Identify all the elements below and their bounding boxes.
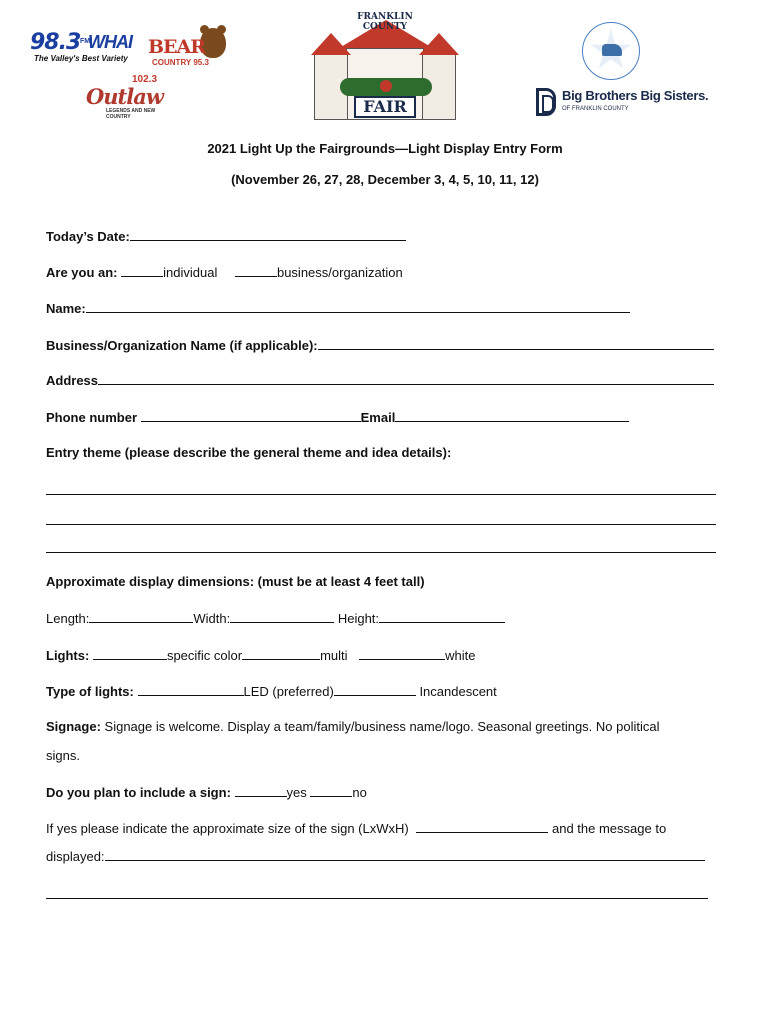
address-label: Address: [46, 373, 99, 388]
dimensions-label: Approximate display dimensions: (must be at least 4 feet tall): [46, 574, 425, 589]
email-field[interactable]: [395, 409, 629, 422]
sign-size-label: If yes please indicate the approximate size of the sign (LxWxH): [46, 821, 409, 836]
entry-theme-row: [46, 445, 451, 461]
signage-label: Signage:: [46, 719, 101, 734]
led-blank[interactable]: [138, 683, 244, 696]
form-title: 2021 Light Up the Fairgrounds—Light Display Entry Form: [207, 141, 563, 156]
length-width-height-row: [46, 610, 505, 627]
business-name-label: Business/Organization Name (if applicable):: [46, 338, 318, 353]
bbbs-subtitle: OF FRANKLIN COUNTY: [562, 106, 629, 112]
sign-message-label: and the message to: [551, 821, 667, 836]
sheriff-badge-logo: [582, 22, 640, 80]
are-you-row: [46, 264, 403, 281]
white-label: white: [445, 648, 476, 663]
entry-theme-label: Entry theme (please describe the general theme and idea details):: [46, 445, 452, 460]
fair-sign: FAIR: [354, 96, 416, 118]
bbbs-logo: [536, 86, 726, 118]
sign-no-label: no: [352, 785, 367, 800]
lights-label: Lights:: [46, 648, 90, 663]
fair-title: [330, 12, 440, 32]
whai-fm: FM: [80, 38, 91, 45]
dimensions-row: [46, 574, 425, 590]
phone-email-row: [46, 409, 629, 426]
bear-country-text: COUNTRY 95.3: [152, 58, 209, 67]
franklin-county-fair-logo: [300, 14, 470, 124]
outlaw-subtitle: LEGENDS AND NEW COUNTRY: [106, 108, 156, 120]
individual-option-label: individual: [163, 265, 218, 280]
height-label: Height:: [337, 611, 380, 626]
incandescent-label: Incandescent: [419, 684, 497, 699]
signage-row-2: [46, 748, 80, 764]
are-you-label: Are you an:: [46, 265, 118, 280]
sign-question-label: Do you plan to include a sign:: [46, 785, 231, 800]
entry-theme-line-3[interactable]: [46, 552, 716, 553]
phone-field[interactable]: [141, 409, 361, 422]
type-of-lights-row: [46, 683, 497, 700]
business-blank[interactable]: [235, 264, 277, 277]
led-label: LED (preferred): [243, 684, 334, 699]
length-field[interactable]: [89, 610, 193, 623]
sign-message-line-2[interactable]: [46, 898, 708, 899]
multi-blank[interactable]: [242, 647, 320, 660]
sign-no-blank[interactable]: [310, 784, 352, 797]
outlaw-word: Outlaw: [86, 84, 163, 109]
header-logos: [0, 0, 770, 130]
signage-text-line1: Signage is welcome. Display a team/family/business name/logo. Seasonal greetings. No political: [104, 719, 660, 734]
fair-title-line1: FRANKLIN: [357, 12, 413, 22]
sign-message-field[interactable]: [105, 848, 705, 861]
individual-blank[interactable]: [121, 264, 163, 277]
business-option-label: business/organization: [276, 265, 403, 280]
outlaw-frequency: 102.3: [132, 74, 158, 85]
signage-row: [46, 719, 659, 735]
type-of-lights-label: Type of lights:: [46, 684, 134, 699]
displayed-row: [46, 848, 705, 865]
sign-size-field[interactable]: [416, 820, 548, 833]
sign-size-row: [46, 820, 666, 837]
bear-word: BEAR: [148, 36, 206, 58]
business-name-row: [46, 337, 714, 354]
height-field[interactable]: [379, 610, 505, 623]
white-blank[interactable]: [359, 647, 445, 660]
specific-color-label: specific color: [166, 648, 243, 663]
specific-color-blank[interactable]: [93, 647, 167, 660]
entry-theme-line-2[interactable]: [46, 524, 716, 525]
whai-radio-logo: [30, 30, 132, 68]
address-row: [46, 372, 714, 389]
wreath-icon: [340, 78, 432, 96]
outlaw-radio-logo: [86, 74, 166, 120]
multi-label: multi: [320, 648, 348, 663]
whai-frequency: 98.3: [30, 30, 81, 55]
signage-text-line2: signs.: [46, 748, 80, 763]
fair-title-line2: COUNTY: [362, 22, 408, 32]
name-field[interactable]: [86, 300, 630, 313]
whai-call-sign: WHAI: [88, 32, 132, 52]
lights-row: [46, 647, 476, 664]
sign-question-row: [46, 784, 367, 801]
phone-label: Phone number: [46, 410, 138, 425]
form-dates: (November 26, 27, 28, December 3, 4, 5, 10, 11, 12): [231, 172, 539, 187]
displayed-label: displayed:: [46, 849, 105, 864]
width-field[interactable]: [230, 610, 334, 623]
todays-date-row: [46, 228, 406, 245]
bbbs-mark-icon: [536, 88, 556, 116]
length-label: Length:: [46, 611, 90, 626]
bear-country-logo: [146, 26, 230, 70]
entry-theme-line-1[interactable]: [46, 494, 716, 495]
todays-date-field[interactable]: [130, 228, 406, 241]
sign-yes-label: yes: [286, 785, 307, 800]
bbbs-name: Big Brothers Big Sisters.: [562, 88, 709, 103]
sign-yes-blank[interactable]: [235, 784, 287, 797]
fairgrounds-building-icon: [314, 36, 456, 120]
width-label: Width:: [193, 611, 231, 626]
email-label: Email: [360, 410, 396, 425]
name-row: [46, 300, 630, 317]
incandescent-blank[interactable]: [334, 683, 416, 696]
name-label: Name:: [46, 301, 86, 316]
dog-icon: [602, 44, 622, 56]
business-name-field[interactable]: [318, 337, 714, 350]
todays-date-label: Today’s Date:: [46, 229, 130, 244]
whai-tagline: The Valley's Best Variety: [34, 54, 128, 63]
address-field[interactable]: [98, 372, 714, 385]
